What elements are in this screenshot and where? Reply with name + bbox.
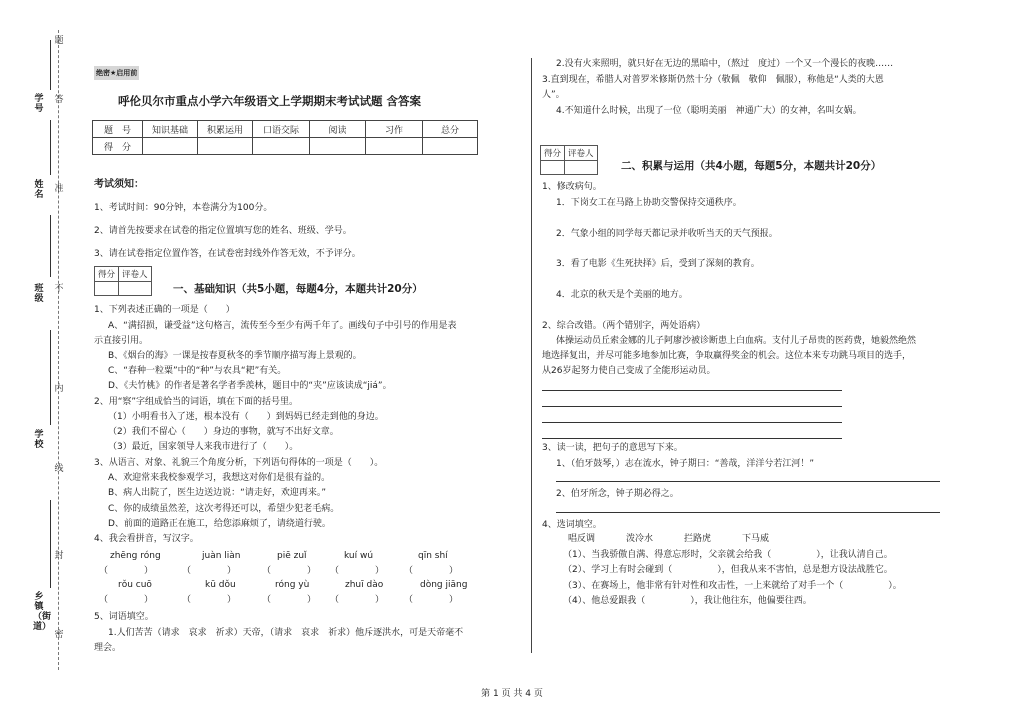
question-text: 从26岁起努力使自己变成了全能形运动员。 (542, 366, 716, 376)
pinyin-label: kū dǒu (205, 580, 236, 590)
answer-line[interactable] (556, 512, 940, 513)
notice-item: 3、请在试卷指定位置作答，在试卷密封线外作答无效，不予评分。 (94, 249, 361, 259)
margin-field-student-id: 学号 (34, 94, 44, 114)
question-text: 2．气象小组的同学每天都记录并收听当天的天气预报。 (556, 229, 778, 239)
cut-char: 准 (54, 184, 64, 194)
question-text: 体操运动员丘索金娜的儿子阿廖沙被诊断患上白血病。支付儿子昂贵的医药费，她毅然绝然 (556, 336, 917, 346)
question-text: 4．北京的秋天是个美丽的地方。 (556, 290, 688, 300)
cut-char: 内 (54, 384, 64, 394)
answer-line[interactable] (542, 438, 842, 439)
page-footer: 第 1 页 共 4 页 (481, 689, 543, 699)
margin-field-class: 班级 (34, 284, 44, 304)
question-text: （3）最近，国家领导人来我市进行了（ ）。 (108, 442, 299, 452)
binding-margin (0, 0, 78, 722)
question-text: D、《夫竹桃》的作者是著名学者季羡林，题目中的“夹”应该读成“jiá”。 (108, 381, 392, 391)
question-text: B、病人出院了，医生边送边说：“请走好，欢迎再来。” (108, 488, 327, 498)
answer-blank[interactable]: （ ） (99, 595, 154, 605)
cut-char: 线 (54, 464, 64, 474)
scorer-score-cell[interactable] (541, 161, 565, 175)
exam-title: 呼伦贝尔市重点小学六年级语文上学期期末考试试题 含答案 (118, 94, 422, 108)
question-text: （3）、在赛场上，他非常有针对性和攻击性，一上来就给了对手一个（ ）。 (563, 581, 902, 591)
notice-title: 考试须知： (94, 179, 144, 190)
question-text: 2、用“察”字组成恰当的词语，填在下面的括号里。 (94, 397, 299, 407)
question-text: 4、选词填空。 (542, 520, 602, 530)
question-text: 4、我会看拼音，写汉字。 (94, 534, 199, 544)
question-text: （4）、他总爱跟我（ ），我让他往东，他偏要往西。 (563, 596, 812, 606)
answer-blank[interactable]: （ ） (182, 566, 237, 576)
answer-blank[interactable]: （ ） (404, 595, 459, 605)
cut-char: 不 (54, 284, 64, 294)
answer-line[interactable] (542, 406, 842, 407)
pinyin-label: kuí wú (344, 551, 374, 561)
scorer-score-label: 得分 (95, 267, 119, 282)
question-text: 1．下岗女工在马路上协助交警保持交通秩序。 (556, 198, 742, 208)
scorer-reviewer-label: 评卷人 (119, 267, 152, 282)
notice-item: 1、考试时间：90分钟，本卷满分为100分。 (94, 203, 273, 213)
score-summary-table (92, 120, 478, 155)
score-table-header: 习作 (366, 121, 423, 138)
answer-line[interactable] (542, 422, 842, 423)
question-text: 理会。 (94, 643, 122, 653)
pinyin-label: dòng jiāng (420, 580, 468, 590)
answer-blank[interactable]: （ ） (182, 595, 237, 605)
pinyin-label: qīn shí (418, 551, 448, 561)
question-text: 3．看了电影《生死抉择》后，受到了深刻的教育。 (556, 259, 760, 269)
pinyin-label: rǒu cuō (118, 580, 152, 590)
question-text: （2）我们不留心（ ）身边的事物，就写不出好文章。 (108, 427, 339, 437)
question-text: （2）、学习上有时会碰到（ ），但我从来不害怕，总是想方设法战胜它。 (563, 565, 893, 575)
pinyin-label: juàn liàn (202, 551, 241, 561)
score-cell[interactable] (253, 138, 310, 155)
cut-char: 答 (54, 95, 64, 105)
section1-title: 一、基础知识（共5小题，每题4分，本题共计20分） (173, 283, 423, 295)
cut-char: 题 (54, 36, 64, 46)
question-text: C、你的成绩虽然差，这次考得还可以，希望少犯老毛病。 (108, 504, 340, 514)
score-table-header: 总分 (423, 121, 478, 138)
question-text: 3.直到现在，希腊人对普罗米修斯仍然十分（敬佩 敬仰 佩服），称他是“人类的大恩 (542, 75, 884, 85)
pinyin-label: róng yù (275, 580, 310, 590)
score-table-header: 阅读 (310, 121, 366, 138)
scorer-reviewer-label: 评卷人 (565, 146, 598, 161)
pinyin-label: piē zuǐ (277, 551, 307, 561)
scorer-box-section2 (540, 145, 598, 175)
question-text: 人”。 (542, 90, 565, 100)
answer-blank[interactable]: （ ） (262, 595, 317, 605)
score-table-header: 知识基础 (143, 121, 198, 138)
margin-field-township: 乡镇（街道） (33, 592, 52, 632)
question-text: C、“春种一粒粟”中的“种”与农具“耙”有关。 (108, 366, 287, 376)
answer-blank[interactable]: （ ） (404, 566, 459, 576)
margin-blank-line (50, 40, 51, 90)
question-text: 示直接引用。 (94, 336, 149, 346)
answer-blank[interactable]: （ ） (330, 566, 385, 576)
question-text: 1、下列表述正确的一项是（ ） (94, 305, 235, 315)
answer-blank[interactable]: （ ） (262, 566, 317, 576)
score-cell[interactable] (423, 138, 478, 155)
margin-blank-line (50, 120, 51, 175)
pinyin-label: zhēng róng (110, 551, 161, 561)
margin-blank-line (50, 500, 51, 588)
question-text: 3、从语言、对象、礼貌三个角度分析，下列语句得体的一项是（ ）。 (94, 458, 384, 468)
scorer-reviewer-cell[interactable] (119, 282, 152, 296)
score-cell[interactable] (143, 138, 198, 155)
question-text: A、“满招损，谦受益”这句格言，流传至今至少有两千年了。画线句子中引号的作用是表 (108, 321, 457, 331)
word-option: 拦路虎 (684, 534, 712, 544)
question-text: （1）、当我骄傲自满、得意忘形时，父亲就会给我（ ），让我认清自己。 (563, 550, 893, 560)
question-text: 地选择复出，并尽可能多地参加比赛，争取赢得奖金的机会。这位本来专功跳马项目的选手， (542, 351, 912, 361)
score-table-score-row (93, 138, 478, 155)
notice-item: 2、请首先按要求在试卷的指定位置填写您的姓名、班级、学号。 (94, 226, 352, 236)
score-table-header-row (93, 121, 478, 138)
margin-blank-line (50, 215, 51, 277)
answer-blank[interactable]: （ ） (99, 566, 154, 576)
column-divider (531, 58, 532, 653)
confidential-badge: 绝密★启用前 (94, 66, 139, 80)
question-text: （1）小明看书入了迷，根本没有（ ）到妈妈已经走到他的身边。 (108, 412, 384, 422)
margin-field-name: 姓名 (34, 180, 44, 200)
question-text: 1.人们苦苦（请求 哀求 祈求）天帝，（请求 哀求 祈求）他斥逐洪水，可是天帝毫不 (108, 628, 464, 638)
section2-title: 二、积累与运用（共4小题，每题5分，本题共计20分） (621, 160, 882, 172)
score-cell[interactable] (198, 138, 253, 155)
score-table-header: 积累运用 (198, 121, 253, 138)
score-table-header: 口语交际 (253, 121, 310, 138)
question-text: A、欢迎常来我校参观学习，我想这对你们是很有益的。 (108, 473, 331, 483)
scorer-score-cell[interactable] (95, 282, 119, 296)
question-text: 4.不知道什么时候，出现了一位（聪明美丽 神通广大）的女神，名叫女娲。 (556, 106, 862, 116)
answer-line[interactable] (556, 481, 940, 482)
word-option: 下马威 (742, 534, 770, 544)
answer-blank[interactable]: （ ） (330, 595, 385, 605)
scorer-score-label: 得分 (541, 146, 565, 161)
cut-char: 封 (54, 551, 64, 561)
word-option: 唱反调 (568, 534, 596, 544)
score-cell[interactable] (310, 138, 366, 155)
scorer-box-section1 (94, 266, 152, 296)
margin-field-school: 学校 (34, 430, 44, 450)
question-text: 2、综合改错。（两个错别字，两处语病） (542, 321, 706, 331)
question-text: 1、（伯牙鼓琴，）志在流水，钟子期曰：“善哉，洋洋兮若江河！” (556, 459, 815, 469)
score-cell[interactable] (366, 138, 423, 155)
answer-line[interactable] (542, 390, 842, 391)
score-table-row-label: 得 分 (93, 138, 143, 155)
pinyin-label: zhuī dào (345, 580, 384, 590)
word-option: 泼冷水 (626, 534, 654, 544)
question-text: 2、伯牙所念，钟子期必得之。 (556, 489, 679, 499)
scorer-reviewer-cell[interactable] (565, 161, 598, 175)
question-text: 1、修改病句。 (542, 182, 602, 192)
question-text: B、《烟台的海》一课是按春夏秋冬的季节顺序描写海上景观的。 (108, 351, 362, 361)
cut-char: 密 (54, 630, 64, 640)
question-text: D、前面的道路正在施工，给您添麻烦了，请绕道行驶。 (108, 519, 331, 529)
question-text: 2.没有火来照明，就只好在无边的黑暗中，（熬过 度过）一个又一个漫长的夜晚…… (556, 59, 894, 69)
margin-blank-line (50, 330, 51, 425)
seal-dashed-line (58, 30, 59, 670)
question-text: 3、读一读，把句子的意思写下来。 (542, 443, 683, 453)
question-text: 5、词语填空。 (94, 612, 154, 622)
score-table-header: 题 号 (93, 121, 143, 138)
